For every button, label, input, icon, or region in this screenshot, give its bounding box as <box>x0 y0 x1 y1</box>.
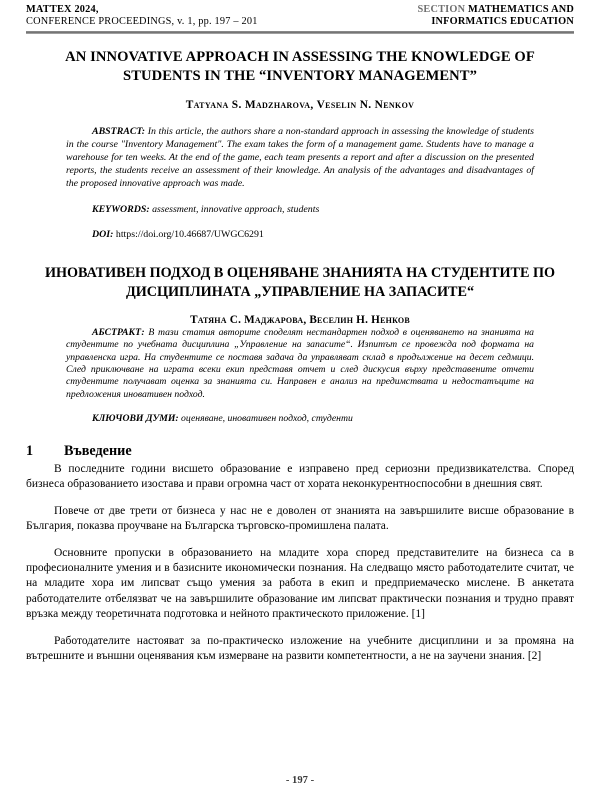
authors-bulgarian: Татяна С. Маджарова, Веселин Н. Ненков <box>190 313 410 326</box>
section-word: SECTION <box>417 4 469 15</box>
doi-line <box>66 229 534 242</box>
abstract-english <box>66 126 534 190</box>
section-number: 1 <box>26 442 34 459</box>
keywords-text-bulgarian: оценяване, иновативен подход, студенти <box>178 413 353 425</box>
abstract-block-bulgarian <box>66 314 534 426</box>
running-header-left <box>26 4 258 28</box>
abstract-label-english: ABSTRACT: <box>92 126 146 138</box>
body-paragraph: В последните години висшето образование е изправено пред сериозни предизвикателства. Според бизнеса образованието изостава и прави огромна част от хората неконкурентноспособни в днешния свят. <box>26 462 574 490</box>
section-name-part2: INFORMATICS EDUCATION <box>431 16 574 28</box>
section-title: Въведение <box>64 442 132 459</box>
running-header <box>26 4 574 28</box>
proceedings-info: CONFERENCE PROCEEDINGS, v. 1, pp. 197 – 201 <box>26 16 258 28</box>
body-paragraph: Повече от две трети от бизнеса у нас не е доволен от знанията на завършилите висше образование в България, показва проучване на Българска търговско-промишлена палата. <box>26 504 574 532</box>
section-name-part1: MATHEMATICS AND <box>468 4 574 15</box>
journal-name: MATTEX 2024, <box>26 4 99 15</box>
authors-english: Tatyana S. Madzharova, Veselin N. Nenkov <box>185 99 415 112</box>
keywords-english <box>66 204 534 217</box>
doi-value[interactable]: https://doi.org/10.46687/UWGC6291 <box>113 229 264 241</box>
abstract-text-bulgarian: В тази статия авторите споделят нестандартен подход в оценяването на знанията на студентите по учебната дисциплина „Управление на запасите“. Изпитът се провежда под формата на управленска игра. На студентите се поставя задача да управляват склад в продължение на десет седмици. След приключване на играта всеки екип представя отчет и след дискусия върху представените отчети студентите получават оценка за знанията си. Направен е анализ на предимствата и недостатъците на предложения иновативен подход. <box>66 326 534 400</box>
abstract-label-bulgarian: АБСТРАКТ: <box>92 326 145 338</box>
body-paragraph: Работодателите настояват за по-практическо изложение на учебните дисциплини и за промяна на вътрешните и външни оценявания към измерване на развити компетентности, а не на заучени знания. [2] <box>26 634 574 662</box>
body-content <box>26 462 574 665</box>
abstract-text-english: In this article, the authors share a non-standard approach in assessing the knowledge of students in the course "Inventory Management". The exam takes the form of a management game. Students have to manage a warehouse for ten weeks. At the end of the game, each team presents a report and after a discussion on the presented reports, the students receive an assessment of their knowledge. An analysis of the advantages and disadvantages of the proposed innovative approach was made. <box>66 126 534 189</box>
keywords-label-english: KEYWORDS: <box>92 203 150 215</box>
keywords-text-english: assessment, innovative approach, students <box>149 203 320 215</box>
header-divider <box>26 31 574 34</box>
doi-label: DOI: <box>92 229 114 241</box>
page-title-english: AN INNOVATIVE APPROACH IN ASSESSING THE KNOWLEDGE OF STUDENTS IN THE “INVENTORY MANAGEMENT” <box>65 49 535 85</box>
section-line-1 <box>417 4 574 16</box>
keywords-label-bulgarian: КЛЮЧОВИ ДУМИ: <box>92 413 179 425</box>
running-header-right <box>417 4 574 28</box>
keywords-bulgarian <box>66 413 534 425</box>
abstract-block-english <box>66 126 534 242</box>
abstract-bulgarian <box>66 327 534 401</box>
page-title-bulgarian: ИНОВАТИВЕН ПОДХОД В ОЦЕНЯВАНЕ ЗНАНИЯТА НА СТУДЕНТИТЕ ПО ДИСЦИПЛИНАТА „УПРАВЛЕНИЕ НА ЗАПАСИТЕ“ <box>44 265 556 301</box>
body-paragraph: Основните пропуски в образованието на младите хора според представителите на бизнеса са в професионалните умения и в базисните икономически познания. На следващо място работодателите считат, че на младите хора им липсват също умения за работа в екип и предприемаческо мислене. В анкетата работодателите отбелязват че на завършилите образование им липсват практически познания и трудно правят връзка между теоретичната подготовка и нейното практическото приложение. [1] <box>26 546 574 620</box>
section-heading-introduction <box>26 443 574 460</box>
page-footer: - 197 - <box>285 775 315 786</box>
